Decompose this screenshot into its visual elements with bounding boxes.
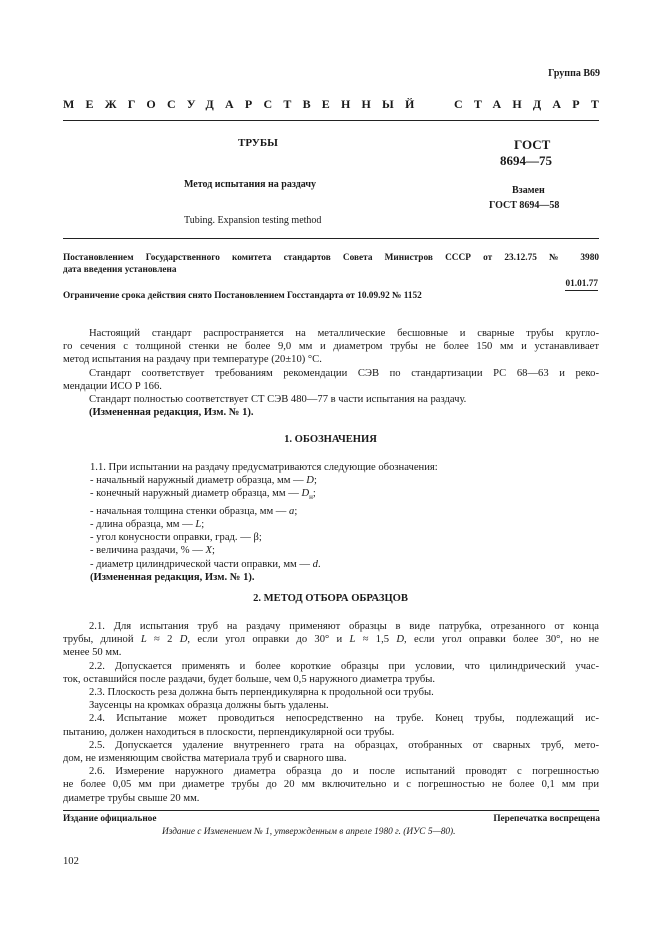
designation-item: - конечный наружный диаметр образца, мм — $D_н$; <box>90 488 316 502</box>
intro-p2-line1: Стандарт соответствует требованиям рекомендации СЭВ по стандартизации РС 68—63 и реко- <box>89 367 599 379</box>
designation-item: - начальный наружный диаметр образца, мм — D; <box>90 475 317 487</box>
section-2-body <box>63 620 599 805</box>
decree-line: Постановлением Государственного комитета стандартов Совета Министров СССР от 23.12.75 № 3980 <box>63 253 599 263</box>
gost-code: ГОСТ <box>514 137 551 152</box>
english-title: Tubing. Expansion testing method <box>184 215 322 226</box>
edition-note: Издание с Изменением № 1, утвержденным в апреле 1980 г. (ИУС 5—80). <box>162 827 456 837</box>
clause-2-6-line2: не более 0,05 мм при диаметре трубы до 20 мм включительно и с погрешностью не более 0,1 мм при <box>63 779 599 791</box>
intro-p1-line3: метод испытания на раздачу при температуре (20±10) °С. <box>63 354 322 366</box>
term-limit-note: Ограничение срока действия снято Постановлением Госстандарта от 10.09.92 № 1152 <box>63 291 422 301</box>
designation-item: - диаметр цилиндрической части оправки, мм — d. <box>90 558 321 570</box>
footer-rule <box>63 810 599 811</box>
intro-section <box>63 327 599 419</box>
method-title: Метод испытания на раздачу <box>184 179 316 190</box>
designation-item: - длина образца, мм — L; <box>90 518 205 530</box>
designation-item: - величина раздачи, % — X; <box>90 545 215 557</box>
document-title: ТРУБЫ <box>238 137 278 149</box>
section-1-lead: 1.1. При испытании на раздачу предусматриваются следующие обозначения: <box>90 462 438 473</box>
official-edition: Издание официальное <box>63 814 157 824</box>
clause-2-4-line2: пытанию, должен находиться в плоскости, перпендикулярной оси трубы. <box>63 726 395 738</box>
section-2-heading: 2. МЕТОД ОТБОРА ОБРАЗЦОВ <box>253 593 408 604</box>
clause-2-2-line1: 2.2. Допускается применять и более короткие образцы при условии, что цилиндрический учас- <box>89 660 599 672</box>
designation-item: - угол конусности оправки, град. — β; <box>90 532 262 544</box>
reprint-prohibited: Перепечатка воспрещена <box>493 814 600 824</box>
header-rule <box>63 120 599 121</box>
clause-2-1-line2: трубы, длиной L ≈ 2 D, если угол оправки до 30° и L ≈ 1,5 D, если угол оправки более 30°, но не <box>63 634 599 646</box>
clause-2-1-line1: 2.1. Для испытания труб на раздачу применяют образцы в виде патрубка, отрезанного от конца <box>89 621 599 632</box>
intro-p2-line2: мендации ИСО Р 166. <box>63 380 162 392</box>
clause-2-4-line1: 2.4. Испытание может проводиться непосредственно на трубе. Конец трубы, подлежащий ис- <box>89 713 599 725</box>
title-rule <box>63 238 599 239</box>
clause-2-5-line2: дом, не изменяющим свойства материала труб и сварного шва. <box>63 753 347 765</box>
introduction-date-label: дата введения установлена <box>63 265 177 275</box>
section-1-body <box>90 461 438 584</box>
clause-2-6-line1: 2.6. Измерение наружного диаметра образца до и после испытаний проводят с погрешностью <box>89 766 599 778</box>
clause-2-1-line3: менее 50 мм. <box>63 647 122 659</box>
intro-p3: Стандарт полностью соответствует СТ СЭВ 480—77 в части испытания на раздачу. <box>89 394 467 406</box>
section-1-heading: 1. ОБОЗНАЧЕНИЯ <box>284 434 377 445</box>
replace-label: Взамен <box>512 185 545 196</box>
clause-2-3: 2.3. Плоскость реза должна быть перпендикулярна к продольной оси трубы. <box>89 687 434 699</box>
page-number: 102 <box>63 856 79 867</box>
intro-amendment: (Измененная редакция, Изм. № 1). <box>89 407 254 419</box>
intro-p1-line1: Настоящий стандарт распространяется на металлические бесшовные и сварные трубы кругло- <box>89 328 599 339</box>
replaced-standard: ГОСТ 8694—58 <box>489 200 560 211</box>
clause-2-2-line2: ток, оставшийся после раздачи, будет больше, чем 0,5 наружного диаметра трубы. <box>63 673 436 685</box>
clause-2-5-line1: 2.5. Допускается удаление внутреннего грата на образцах, отобранных от сварных труб, мето- <box>89 739 599 751</box>
group-code: Группа В69 <box>548 68 600 79</box>
designation-item: - начальная толщина стенки образца, мм — a; <box>90 505 298 517</box>
intro-p1-line2: го сечения с толщиной стенки не более 9,0 мм и диаметром трубы не более 150 мм и устанавливает <box>63 341 599 353</box>
banner-interstate: МЕЖГОСУДАРСТВЕННЫЙ <box>63 97 426 111</box>
clause-2-3-burrs: Заусенцы на кромках образца должны быть удалены. <box>89 700 329 712</box>
introduction-date: 01.01.77 <box>565 279 598 289</box>
section-1-amendment: (Измененная редакция, Изм. № 1). <box>90 571 255 583</box>
banner-standard: СТАНДАРТ <box>454 97 611 111</box>
gost-number: 8694—75 <box>500 153 552 168</box>
clause-2-6-line3: диаметре трубы свыше 20 мм. <box>63 792 200 804</box>
